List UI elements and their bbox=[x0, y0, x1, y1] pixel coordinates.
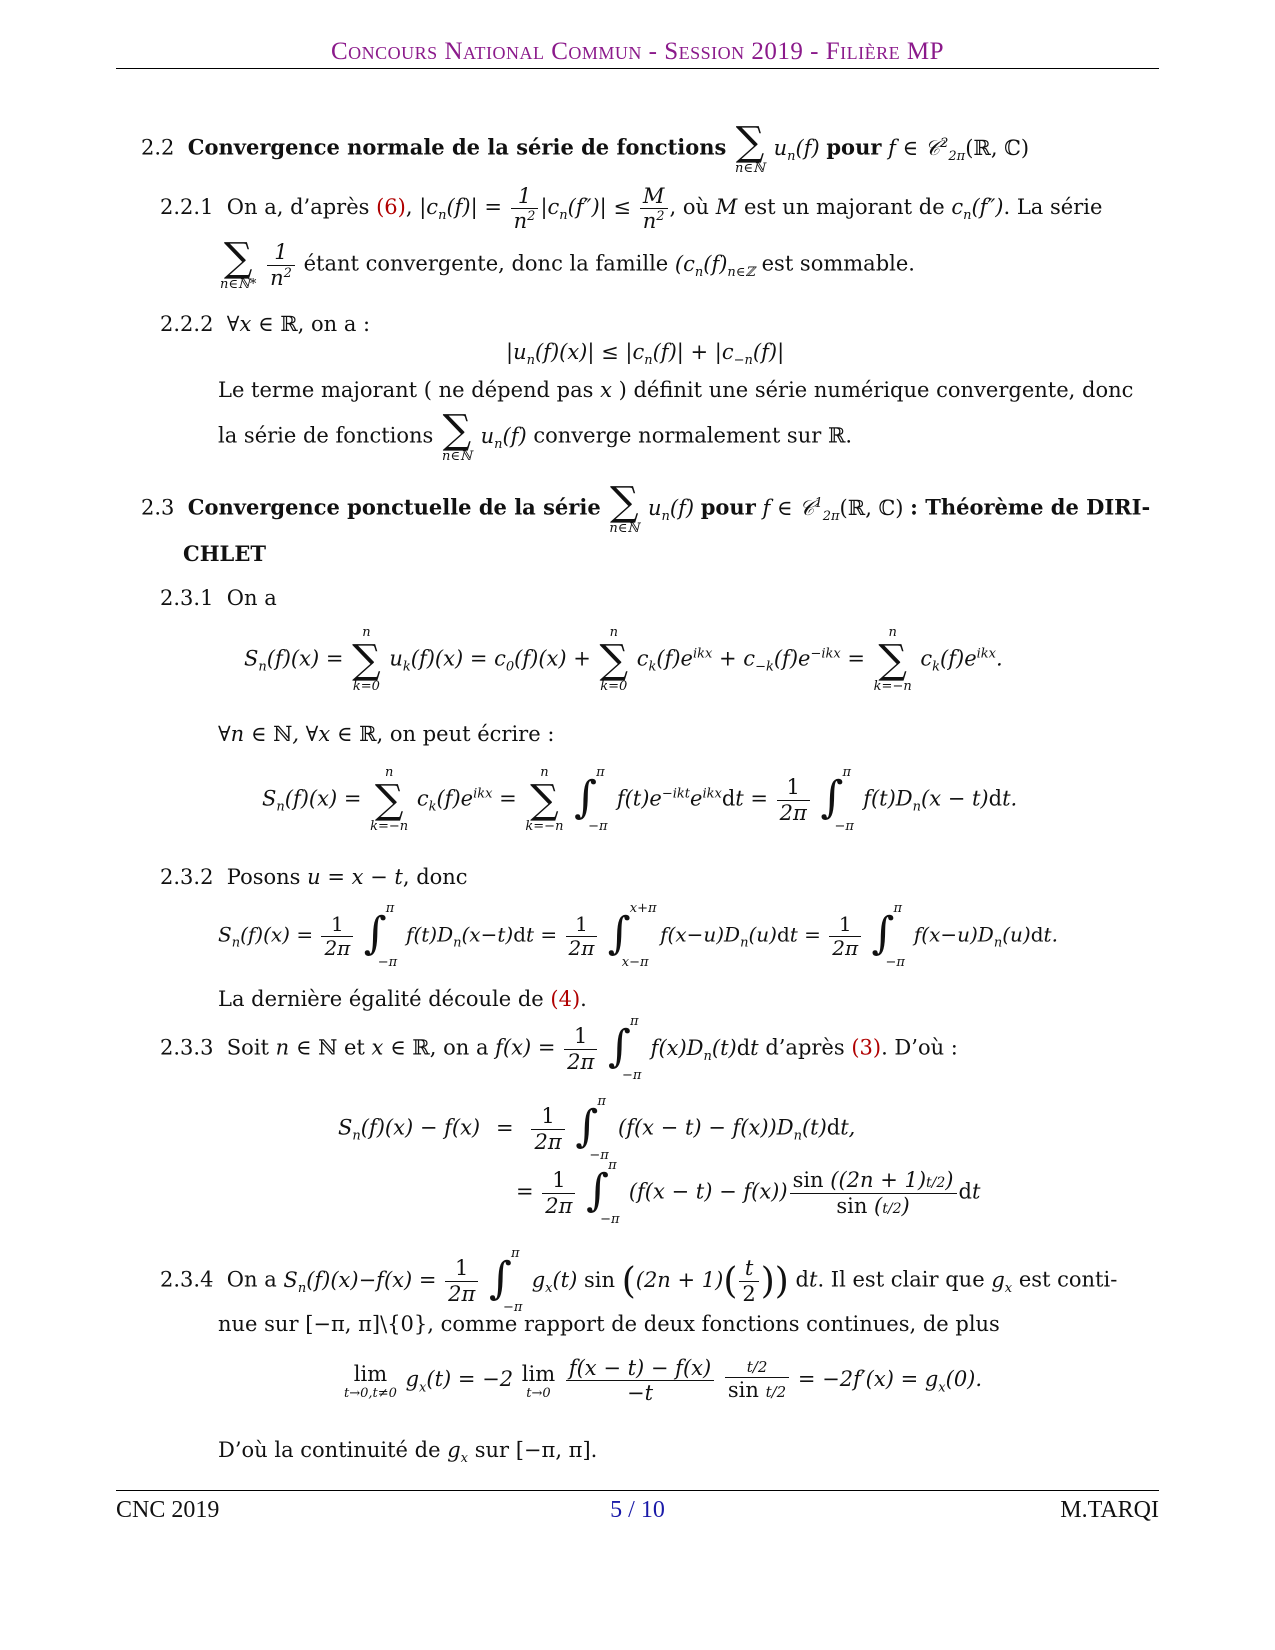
subsection-number: 2.3.1 bbox=[160, 586, 214, 610]
text: . Il est clair que bbox=[817, 1267, 985, 1292]
title-word: : Théorème de DIRI- bbox=[910, 494, 1151, 520]
text: D’où la continuité de bbox=[218, 1438, 441, 1462]
text: est sommable. bbox=[761, 251, 915, 276]
text: On a bbox=[226, 586, 277, 610]
subsection-number: 2.2.2 bbox=[160, 312, 214, 336]
section-title: Convergence ponctuelle de la série bbox=[187, 494, 601, 520]
text: , comme rapport de deux fonctions continues, de plus bbox=[427, 1312, 1000, 1336]
text: , où bbox=[669, 195, 710, 220]
text: la série de fonctions bbox=[218, 423, 434, 448]
footer-right: M.TARQI bbox=[1060, 1497, 1159, 1523]
text: Posons bbox=[226, 865, 301, 889]
subsection-2-3-3: 2.3.3 Soit n ∈ ℕ et x ∈ ℝ, on a f(x) = $\frac{1}{2\pi}$ ∫ π −π $f(x)D_n(t)dt$ d’après (3). D’où : bbox=[160, 1014, 958, 1083]
text: ) définit une série numérique convergente, donc bbox=[618, 378, 1134, 402]
text: est un majorant de bbox=[743, 195, 945, 220]
paragraph: nue sur [−π, π]\{0}, comme rapport de deux fonctions continues, de plus bbox=[218, 1312, 1000, 1336]
page-separator: / bbox=[628, 1497, 635, 1523]
text: , on a : bbox=[297, 312, 371, 336]
paragraph bbox=[218, 987, 587, 1011]
equation-bound: $|u_n(f)(x)| \le |c_n(f)| + |c_{-n}(f)|$ bbox=[506, 340, 785, 369]
equation-ref-link[interactable]: (4) bbox=[550, 987, 581, 1011]
text: , donc bbox=[402, 865, 468, 889]
subsection-2-3-4: 2.3.4 On a $S_n(f)(x)-f(x)$ = $\frac{1}{2\pi}$ ∫ π −π $g_x(t)$ sin ((2n + 1)( $\frac{t}{2}$ )) dt. Il est clair que $g_x$ est conti- bbox=[160, 1246, 1118, 1315]
text: . bbox=[580, 987, 587, 1011]
section-2-2-heading: 2.2 Convergence normale de la série de fonctions ∑ n∈ℕ $u_n(f)$ pour f ∈ 𝒞$^2_{2\pi}$(ℝ, ℂ) bbox=[141, 119, 1030, 176]
text: d’après bbox=[765, 1035, 845, 1060]
equation-ref-link[interactable]: (6) bbox=[376, 195, 406, 220]
equation-dirichlet-kernel: $S_n(f)(x)$ = n ∑ k=−n $c_k(f)e^{ikx}$ = n ∑ k=−n ∫ π −π $f(t)e^{-ikt}e^{ikx}dt$ = $\frac{1}{2\pi}$ ∫ π −π $f(t)D_n(x - t)dt$. bbox=[262, 765, 1018, 834]
text: est conti- bbox=[1018, 1267, 1118, 1292]
text: Le terme majorant ( ne dépend pas bbox=[218, 378, 594, 402]
equation-difference-line1: $S_n(f)(x) - f(x)$ = $\frac{1}{2\pi}$ ∫ π −π $(f(x - t) - f(x))D_n(t)dt$, bbox=[338, 1094, 856, 1163]
section-title-cont: CHLET bbox=[183, 541, 266, 566]
subsection-2-2-1: 2.2.1 On a, d’après (6), $|c_n(f)|$ = $\frac{1}{n^2}$ $|c_n(f'')|$ ≤ $\frac{M}{n^2}$ , où M est un majorant de $c_n(f'')$. La série bbox=[160, 184, 1103, 234]
sum-symbol: ∑ n∈ℕ bbox=[609, 479, 640, 536]
sum-symbol: ∑ n∈ℕ bbox=[442, 407, 472, 464]
subsection-number: 2.3.2 bbox=[160, 865, 214, 889]
paragraph: ∀n ∈ ℕ, ∀x ∈ ℝ, on peut écrire : bbox=[218, 722, 555, 746]
subsection-2-3-2: 2.3.2 Posons u = x − t, donc bbox=[160, 865, 468, 889]
equation-substitution: $S_n(f)(x)$ = $\frac{1}{2\pi}$ ∫ π −π $f(t)D_n(x-t)dt$ = $\frac{1}{2\pi}$ ∫ x+π x−π $f(x-u)D_n(u)dt$ = $\frac{1}{2\pi}$ ∫ π −π $f(x-u)D_n(u)dt$. bbox=[218, 901, 1058, 970]
text: étant convergente, donc la famille bbox=[303, 251, 669, 276]
text: nue sur bbox=[218, 1312, 299, 1336]
section-number: 2.3 bbox=[141, 495, 175, 520]
text: On a bbox=[226, 1267, 277, 1292]
text: . La série bbox=[1003, 195, 1103, 220]
equation-limit: lim t→0,t≠0 $g_x(t) = -2$ lim t→0 $\frac{f(x - t) - f(x)}{-t}$ $\frac{t/2}{\text{sin t/2}}$ = $-2f'(x) = g_x(0)$. bbox=[344, 1356, 983, 1406]
text: , on peut écrire : bbox=[376, 722, 555, 746]
section-2-3-heading: 2.3 Convergence ponctuelle de la série ∑ n∈ℕ $u_n(f)$ pour f ∈ 𝒞$^1_{2\pi}$(ℝ, ℂ) : Théorème de DIRI- bbox=[141, 479, 1151, 536]
text: . D’où : bbox=[881, 1035, 958, 1060]
text: et bbox=[343, 1035, 365, 1060]
subsection-number: 2.3.3 bbox=[160, 1035, 214, 1060]
text: converge normalement sur bbox=[533, 423, 822, 448]
text: sur bbox=[474, 1438, 510, 1462]
subsection-number: 2.2.1 bbox=[160, 195, 214, 220]
text: La dernière égalité découle de bbox=[218, 987, 544, 1011]
title-word: pour bbox=[826, 134, 882, 160]
footer-rule bbox=[116, 1490, 1159, 1491]
subsection-2-2-1-cont: ∑ n∈ℕ* $\frac{1}{n^2}$ étant convergente, donc la famille ($c_n(f)_{n\in ℤ}$ est sommable. bbox=[220, 235, 915, 292]
text: , on a bbox=[429, 1035, 489, 1060]
paragraph: D’où la continuité de $g_x$ sur [−π, π]. bbox=[218, 1438, 598, 1467]
header-rule bbox=[116, 68, 1159, 69]
page-number-link[interactable]: 5 bbox=[610, 1497, 623, 1523]
running-header: Concours National Commun - Session 2019 - Filière MP bbox=[331, 38, 944, 65]
paragraph: la série de fonctions ∑ n∈ℕ $u_n(f)$ converge normalement sur ℝ. bbox=[218, 407, 853, 464]
subsection-2-3-1 bbox=[160, 586, 277, 610]
text: Soit bbox=[226, 1035, 269, 1060]
subsection-number: 2.3.4 bbox=[160, 1267, 214, 1292]
equation-difference-line2: = $\frac{1}{2\pi}$ ∫ π −π (f(x − t) − f(x)) $\frac{\sin ((2n + 1)t/2)}{\sin (t/2)}$ dt bbox=[516, 1158, 981, 1227]
section-number: 2.2 bbox=[141, 135, 175, 160]
title-word: pour bbox=[700, 494, 756, 520]
text: On a, d’après bbox=[226, 195, 370, 220]
equation-partial-sum: $S_n(f)(x)$ = n ∑ k=0 $u_k(f)(x) = c_0(f)(x)$ + n ∑ k=0 $c_k(f)e^{ikx} + c_{-k}(f)e^{-ikx}$ = n ∑ k=−n $c_k(f)e^{ikx}$. bbox=[244, 625, 1003, 694]
paragraph: Le terme majorant ( ne dépend pas x ) définit une série numérique convergente, donc bbox=[218, 378, 1134, 402]
sum-symbol: ∑ n∈ℕ* bbox=[220, 235, 257, 292]
subsection-2-2-2: 2.2.2 ∀x ∈ ℝ, on a : bbox=[160, 312, 371, 336]
equation-ref-link[interactable]: (3) bbox=[851, 1035, 882, 1060]
footer-left: CNC 2019 bbox=[116, 1497, 220, 1523]
sum-symbol: ∑ n∈ℕ bbox=[735, 119, 765, 176]
section-title: Convergence normale de la série de fonctions bbox=[187, 134, 727, 160]
page-total-link[interactable]: 10 bbox=[640, 1497, 665, 1523]
